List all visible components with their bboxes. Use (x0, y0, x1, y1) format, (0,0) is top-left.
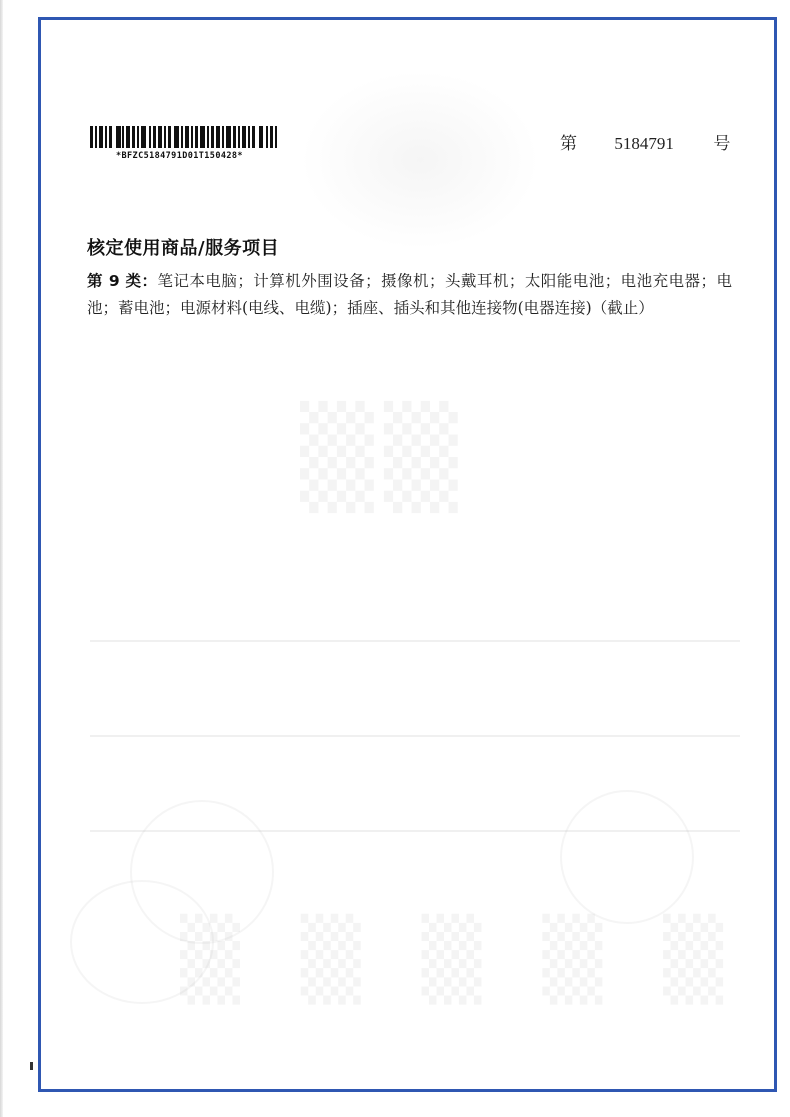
scan-corner-mark (30, 1062, 33, 1070)
barcode-icon (88, 123, 280, 150)
goods-class-label: 第 9 类： (87, 272, 158, 290)
section-heading: 核定使用商品/服务项目 (87, 238, 280, 259)
certificate-border-frame (38, 17, 777, 1092)
goods-items-text: 笔记本电脑；计算机外围设备；摄像机；头戴耳机；太阳能电池；电池充电器；电池；蓄电池；电源材料(电线、电缆)；插座、插头和其他连接物(电器连接)（截止） (87, 272, 732, 317)
registration-number: 5184791 (614, 134, 674, 153)
background-calligraphy-watermark: ▒ ▒ ▒ ▒ ▒ (180, 915, 742, 1005)
registration-prefix: 第 (560, 134, 577, 154)
barcode-number: *BFZC5184791D01T150428* (116, 151, 243, 161)
background-watermark-pattern: ▒▒ (300, 400, 468, 513)
goods-list-paragraph (87, 268, 732, 322)
registration-number-line (560, 129, 730, 154)
registration-suffix: 号 (713, 134, 731, 154)
page-edge (0, 0, 3, 1117)
